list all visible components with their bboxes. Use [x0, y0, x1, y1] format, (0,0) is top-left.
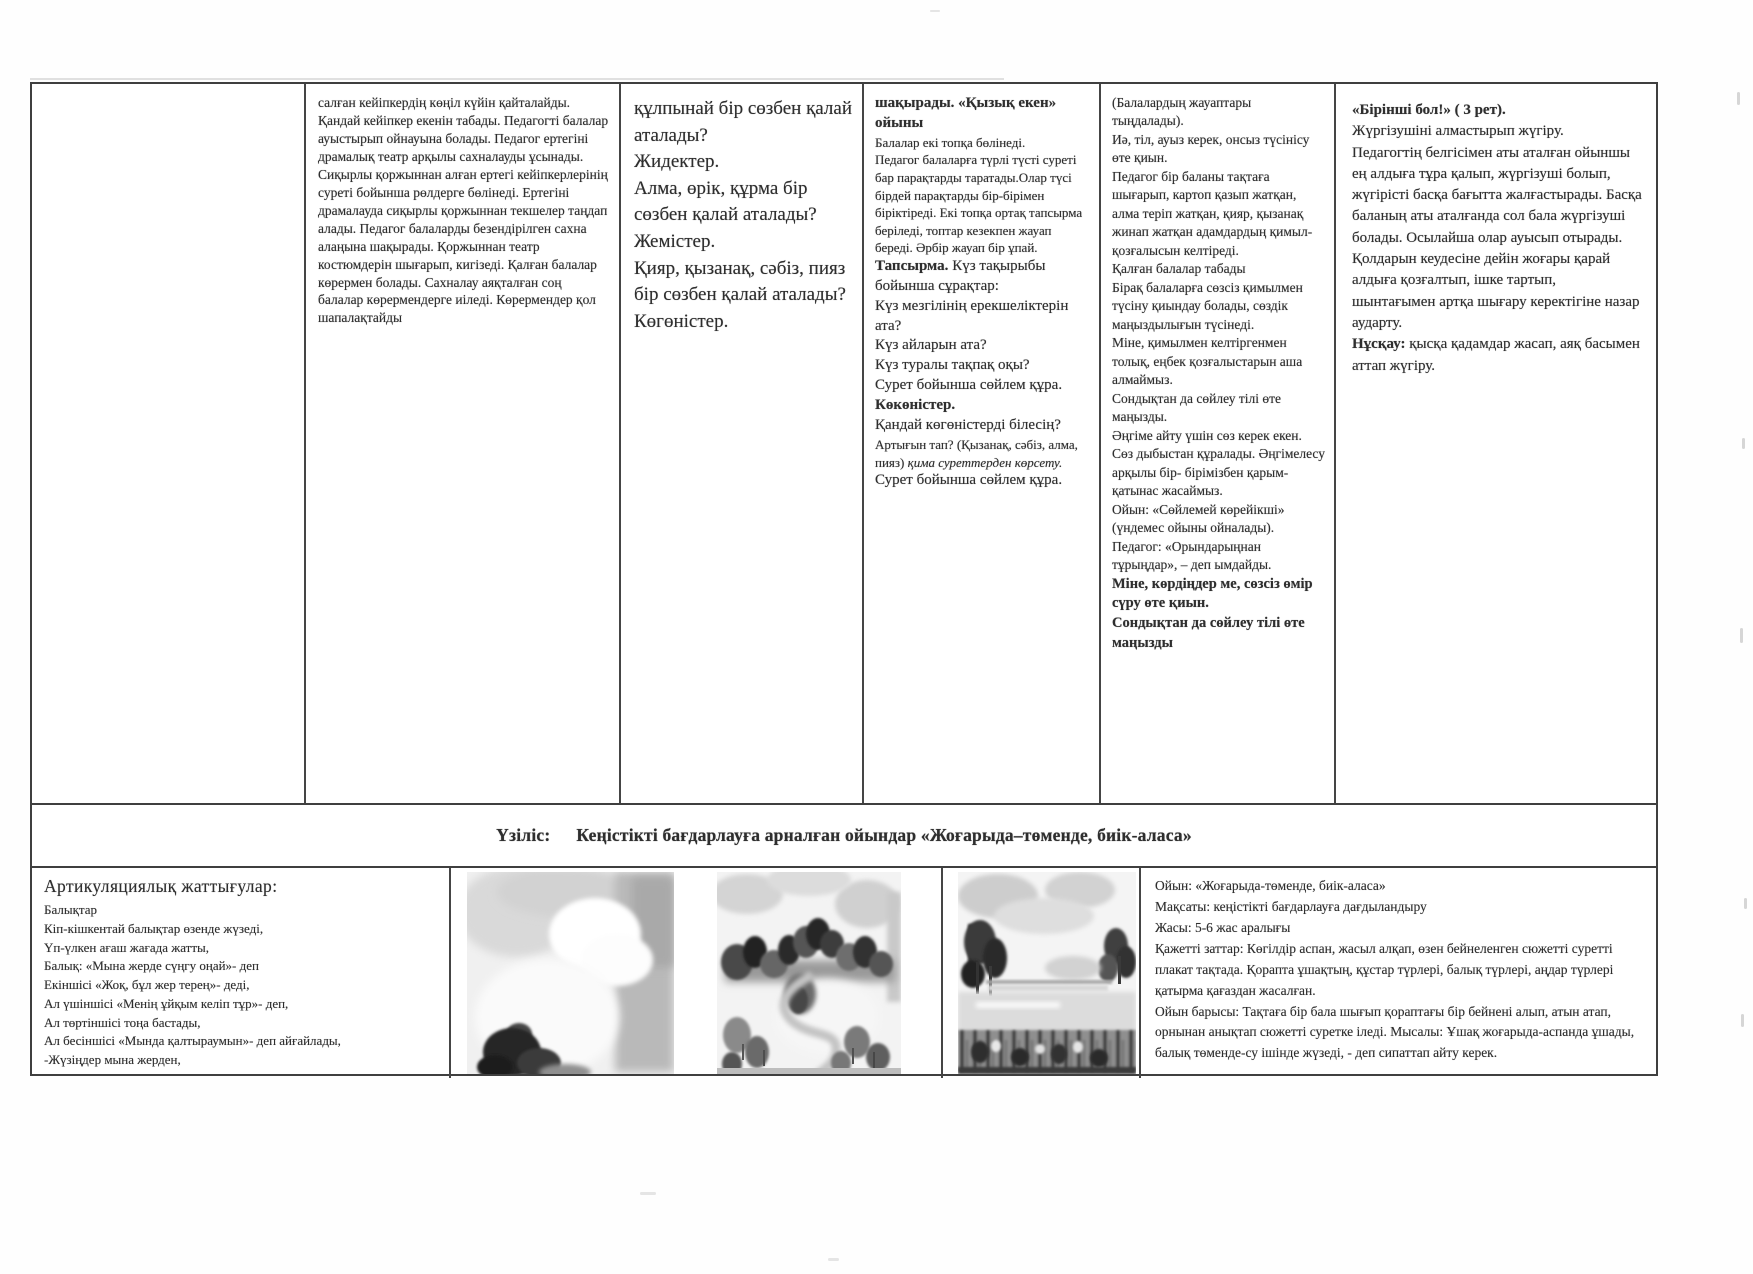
text-line: жүгірісті басқа бағытта жалғастырады. Басқа баланың аты аталғанда сол бала жүргізуші болады. Осылайша олар ауысып отырады. Қолдарын кеудесіне дейін жоғары қарай алдыға қозғалтып, ішке тартып, шынтағымен артқа шығару керектігіне назар аударту.: [1352, 187, 1642, 331]
table-bottom-row: [32, 868, 1656, 1078]
text-line: Ал төртіншісі тоңа бастады,: [44, 1014, 201, 1030]
articulation-title: Артикуляциялық жаттығулар:: [44, 876, 278, 896]
text-line: Бірақ балаларға сөзсіз қимылмен түсіну қиындау болады, сөздік маңыздылығын түсінеді.: [1112, 279, 1303, 332]
text-line: Міне, қимылмен келтіргенмен толық, еңбек қозғалыстарын аша алмаймыз.: [1112, 335, 1303, 388]
text-line: Жемістер.: [634, 230, 716, 252]
text-line: Балықтар: [44, 902, 97, 918]
text-line: Күз айларын ата?: [875, 337, 987, 354]
text-line: Мақсаты: кеңістікті бағдарлауға дағдыландыру: [1155, 898, 1427, 914]
text-line: Міне, көрдіңдер ме, сөзсіз өмір сүру өте қиын.: [1112, 575, 1313, 612]
text-line: Жидектер.: [634, 151, 720, 173]
lesson-plan-table: [30, 82, 1658, 1076]
text-line: Алма, өрік, құрма бір сөзбен қалай аталады?: [634, 177, 817, 226]
text-line: Қажетті заттар: Көгілдір аспан, жасыл алқап, өзен бейнеленген сюжетті суретті плакат тақтада. Қорапта ұшақтың, құстар түрлері, балық түрлері, аңдар түрлері қатырма қағаздан жасалған.: [1155, 940, 1614, 998]
text-line: салған кейіпкердің көңіл күйін қайталайды. Қандай кейіпкер екенін табады. Педагогті балалар ауыстырып ойнауына болады. Педагог ертегіні драмалық театр арқылы сахналауды ұсынады. Сиқырлы қоржыннан алған ертегі кейіпкерлерінің суреті бойынша рөлдерге бөлінеді. Ертегіні драмалауда сиқырлы қоржыннан текшелер таңдап алады. Педагог балаларды безендірілген сахна алаңына шақырады. Қоржыннан театр костюмдерін шығарып, кигізеді. Қалған балалар көрермен болады. Сахналау аяқталған соң балалар көрермендерге иіледі. Көрермендер қол шапалақтайды: [318, 95, 609, 326]
text-line: Екіншісі «Жоқ, бұл жер терең»- деді,: [44, 977, 250, 993]
text-line: Сондықтан да сөйлеу тілі өте маңызды: [1112, 615, 1305, 652]
text-line: Жүргізушіні алмастырып жүгіру.: [1352, 123, 1564, 140]
illustrations-cell-2: [941, 868, 1139, 1078]
text-line: Педагог: «Орындарыңнан тұрыңдар», – деп ымдайды.: [1112, 538, 1272, 573]
text-line: Балалар екі топқа бөлінеді.: [875, 134, 1026, 150]
text-line: Қалған балалар табады: [1112, 261, 1246, 277]
watercolor-cloud-landscape-image: [467, 872, 674, 1074]
text-line: Артығын тап? (Қызанақ, сәбіз, алма, пияз) қима суреттерден көрсету.: [875, 437, 1078, 470]
table-column-speech-importance: [1099, 84, 1334, 803]
text-line: Ойын барысы: Тақтаға бір бала шығып қораптағы бір бейнені алып, атын атап, орнынан анықтап сюжетті суретке іледі. Мысалы: Ұшақ жоғарыда-аспанда ұшады, балық төменде-су ішінде жүзеді, - деп сипаттап айту керек.: [1155, 1003, 1635, 1061]
table-column-one-word-naming: [619, 84, 862, 803]
text-line: Ал үшіншісі «Менің ұйқым келіп тұр»- деп,: [44, 995, 289, 1011]
text-line: Кіп-кішкентай балықтар өзенде жүзеді,: [44, 920, 264, 936]
break-heading-title: Кеңістікті бағдарлауға арналған ойындар «Жоғарыда–төменде, биік-аласа»: [576, 825, 1192, 845]
break-heading-prefix: Үзіліс:: [496, 825, 551, 845]
table-top-row: [32, 84, 1656, 805]
table-column-birinshi-bol-game: [1334, 84, 1656, 803]
text-line: Үп-үлкен ағаш жағада жатты,: [44, 939, 210, 955]
text-line: Сурет бойынша сөйлем құра.: [875, 377, 1063, 394]
text-line: Қандай көгөністерді білесің?: [875, 417, 1061, 434]
scan-artifact: [828, 1258, 839, 1261]
table-column-dramatization: [304, 84, 619, 803]
spatial-game-description-cell: [1139, 868, 1656, 1078]
text-line: Көкөністер.: [875, 397, 956, 414]
text-line: -Жүзіңдер мына жерден,: [44, 1051, 181, 1067]
table-column-qyzyq-eken-game: [862, 84, 1099, 803]
text-line: Педагог бір баланы тақтаға шығарып, картоп қазып жатқан, алма теріп жатқан, қияр, қызанақ жинап жатқан адамдардың қимыл-қозғалысын келтіреді.: [1112, 168, 1313, 258]
text-line: Иә, тіл, ауыз керек, онсыз түсінісу өте қиын.: [1112, 131, 1310, 166]
watercolor-lake-trees-image: [958, 872, 1136, 1074]
scan-artifact: [1741, 1014, 1744, 1027]
text-line: Қияр, қызанақ, сәбіз, пияз бір сөзбен қалай аталады?: [634, 257, 846, 306]
text-line: Көгөністер.: [634, 310, 729, 332]
break-heading: [496, 825, 1192, 846]
scan-artifact: [1744, 898, 1747, 909]
text-line: Ал бесіншісі «Мында қалтыраумын»- деп айғайлады,: [44, 1033, 341, 1049]
text-line: Ойын: «Жоғарыда-төменде, биік-аласа»: [1155, 878, 1386, 893]
scan-artifact: [1740, 628, 1743, 643]
text-line: Күз туралы тақпақ оқы?: [875, 357, 1030, 374]
text-line: құлпынай бір сөзбен қалай аталады?: [634, 98, 852, 146]
text-line: Нұсқау: қысқа қадамдар жасап, аяқ басымен аттап жүгіру.: [1352, 336, 1640, 374]
articulation-exercises-cell: [32, 868, 449, 1078]
text-line: Жасы: 5-6 жас аралығы: [1155, 919, 1291, 935]
text-line: «Бірінші бол!» ( 3 рет).: [1352, 102, 1506, 118]
articulation-lines: [44, 901, 441, 1069]
text-line: Әңгіме айту үшін сөз керек екен. Сөз дыбыстан құралады. Әңгімелесу арқылы бір- бірімізбен қарым-қатынас жасаймыз.: [1112, 427, 1326, 499]
text-line: Күз мезгілінің ерекшеліктерін ата?: [875, 297, 1069, 334]
watercolor-forest-path-image: [717, 872, 901, 1074]
text-line: Сурет бойынша сөйлем құра.: [875, 472, 1063, 489]
text-line: шақырады. «Қызық екен» ойыны: [875, 95, 1057, 131]
text-line: Сондықтан да сөйлеу тілі өте маңызды.: [1112, 390, 1282, 425]
text-line: Педагогтің белгісімен аты аталған ойыншы ең алдыға тұра қалып, жүргізуші болып,: [1352, 144, 1630, 182]
scan-artifact: [930, 10, 940, 12]
scan-artifact: [1737, 92, 1740, 105]
text-line: (Балалардың жауаптары тыңдалады).: [1112, 95, 1252, 129]
illustrations-cell-1: [449, 868, 941, 1078]
break-heading-row: [32, 805, 1656, 868]
table-column-empty: [32, 84, 304, 803]
text-line: Тапсырма. Күз тақырыбы бойынша сұрақтар:: [875, 257, 1046, 294]
text-line: Педагог балаларға түрлі түсті суреті бар парақтарды таратады.Олар түсі бірдей парақтарды бір-бірімен біріктіреді. Екі топқа ортақ тапсырма беріледі, топтар кезекпен жауап береді. Әрбір жауап бір ұпай.: [875, 152, 1083, 256]
text-line: Ойын: «Сөйлемей көрейікші» (үндемес ойыны ойналады).: [1112, 501, 1285, 536]
scan-artifact: [640, 1192, 656, 1195]
text-line: Балық: «Мына жерде сүңгу оңай»- деп: [44, 958, 259, 974]
scan-artifact: [1742, 438, 1745, 449]
